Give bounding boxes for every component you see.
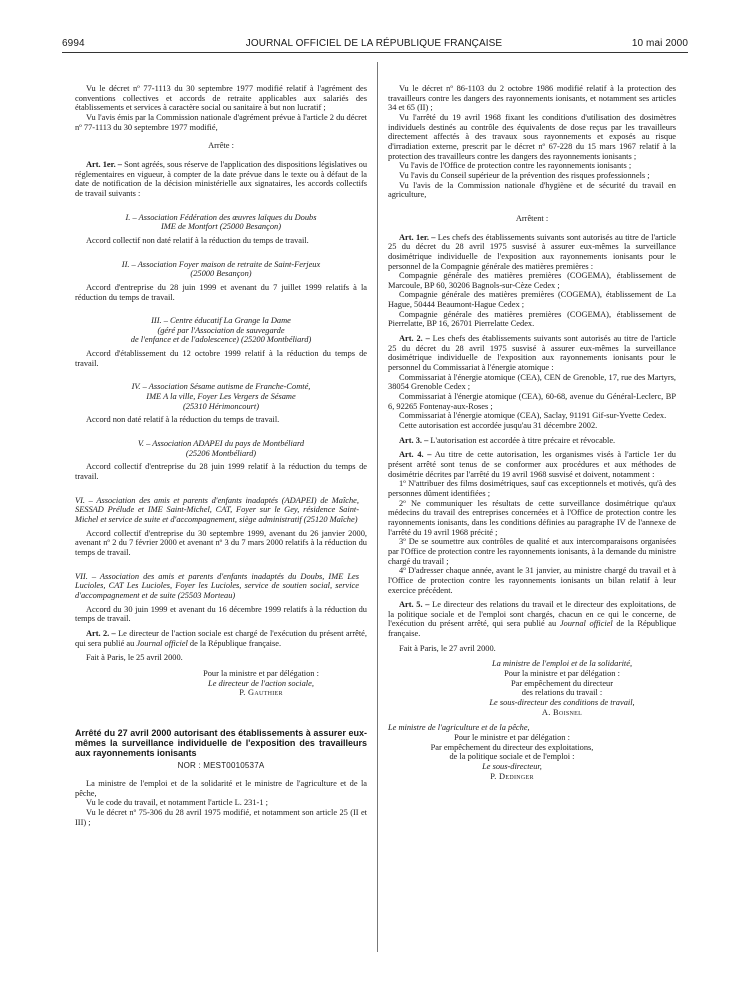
article-4: Art. 4. – Au titre de cette autorisation, les organismes visés à l'article 1er du présent arrêté sont tenus de se conformer aux procédures et aux méthodes de dosimétrie décrites par l'arrêté du 19 avril 1968 susvisé et doivent, notamment : [388,450,676,479]
journal-title: JOURNAL OFFICIEL DE LA RÉPUBLIQUE FRANÇAISE [245,38,503,49]
visa: Vu le décret nº 77-1113 du 30 septembre 1977 modifié relatif à l'agrément des conventions collectives et accords de retraite applicables aux salariés des établissements et services à caractère social ou sanitaire à but non lucratif ; [75,84,367,113]
association-title: III. – Centre éducatif La Grange la Dame (géré par l'Association de sauvegarde de l'enfance et de l'adolescence) (25200 Montbéliard) [130,316,312,345]
visa: Vu l'avis de la Commission nationale d'hygiène et de sécurité du travail en agriculture, [388,180,676,200]
fait-a-paris: Fait à Paris, le 25 avril 2000. [86,653,183,663]
list-item: Commissariat à l'énergie atomique (CEA), CEN de Grenoble, 17, rue des Martyrs, 38054 Grenoble Cedex ; [388,372,676,392]
accord-text: Accord collectif non daté relatif à la réduction du temps de travail. [86,235,309,245]
association-title: V. – Association ADAPEI du pays de Montbéliard (25206 Montbéliard) [137,439,305,458]
list-item: 3º De se soumettre aux contrôles de qualité et aux intercomparaisons organisées par l'Office de protection contre les rayonnements ionisants, à la demande du ministre chargé du travail ; [388,537,676,566]
visa: Vu le décret nº 86-1103 du 2 octobre 1986 modifié relatif à la protection des travailleurs contre les dangers des rayonnements ionisants, et notamment ses articles 34 et 65 (II) ; [388,84,676,113]
list-item: Compagnie générale des matières premières (COGEMA), établissement de Pierrelatte, BP 16, 26701 Pierrelatte Cedex. [388,309,676,329]
fait-a-paris: Fait à Paris, le 27 avril 2000. [399,643,496,653]
signatory-name: P. Dedinger [490,771,534,781]
obligations-list [388,479,676,595]
list-item: Commissariat à l'énergie atomique (CEA), Saclay, 91191 Gif-sur-Yvette Cedex. [399,411,667,421]
visa: La ministre de l'emploi et de la solidarité et le ministre de l'agriculture et de la pêche, [75,779,367,798]
list-item: 4º D'adresser chaque année, avant le 31 janvier, au ministre chargé du travail et à l'Office de protection contre les rayonnements ionisants un bilan relatif à leur exercice précédent. [388,566,676,595]
signatory-name: P. Gauthier [239,688,283,698]
signature-block: Le ministre de l'agriculture et de la pêche, Pour le ministre et par délégation : Par empêchement du directeur des exploitations, de la politique sociale et de l'emploi : Le sous-directeur, P. Dedinger [388,723,676,781]
visa: Vu l'arrêté du 19 avril 1968 fixant les conditions d'utilisation des dosimètres individuels destinés au contrôle des équivalents de dose reçus par les travailleurs directement affectés à des travaux sous rayonnements et exposés au risque d'irradiation externe, prescrit par le décret nº 67-228 du 15 mars 1967 relatif à la protection des travailleurs contre les dangers des rayonnements ionisants ; [388,112,676,161]
article-1: Art. 1er. – Les chefs des établissements suivants sont autorisés au titre de l'article 25 du décret du 28 avril 1975 susvisé à assurer eux-mêmes la surveillance dosimétrique individuelle de l'exposition aux rayonnements ionisants pour le personnel de la Compagnie générale des matières premières : [388,232,677,271]
list-item: 2º Ne communiquer les résultats de cette surveillance dosimétrique qu'aux médecins du travail des entreprises concernées et à l'Office de protection contre les rayonnements ionisants, dans les conditions définies au paragraphe IV de l'annexe de l'arrêté du 19 avril 1968 précité ; [388,498,676,537]
validity-text: Cette autorisation est accordée jusqu'au 31 décembre 2002. [399,421,598,430]
article-5: Art. 5. – Le directeur des relations du travail et le directeur des exploitations, de la politique sociale et de l'emploi sont chargés, chacun en ce qui le concerne, de l'exécution du présent arrêté, qui sera publié au Journal officiel de la République française. [388,600,677,639]
accord-text: Accord collectif d'entreprise du 28 juin 1999 relatif à la réduction du temps de travail. [75,462,367,482]
association-title: VI. – Association des amis et parents d'enfants inadaptés (ADAPEI) de Maîche, SESSAD Prélude et IME Saint-Michel, CAT, Foyer sur le Gey, résidence Saint-Michel et service de suite et d'accompagnement, siège administratif (25120 Maîche) [75,495,359,524]
signatory-name: A. Boisnel [541,707,583,717]
column-divider [377,62,378,952]
establishment-list [388,373,676,421]
visa: Vu l'avis du Conseil supérieur de la prévention des risques professionnels ; [399,170,650,180]
visa: Vu le décret nº 75-306 du 28 avril 1975 modifié, et notamment son article 25 (II et III) ; [75,808,367,827]
signature-block: La ministre de l'emploi et de la solidarité, Pour la ministre et par délégation : Par empêchement du directeur des relations du travail : Le sous-directeur des conditions de travail, A. Boisnel [388,659,676,717]
article-label: Art. 1er. – [86,159,122,169]
association-title: VII. – Association des amis et parents d'enfants inadaptés du Doubs, IME Les Lucioles, CAT Les Lucioles, Foyer les Lucioles, service de soutien social, service d'accompagnement et de suite (25503 Morteau) [75,571,359,600]
article-2: Art. 2. – Les chefs des établissements suivants sont autorisés au titre de l'article 25 du décret du 28 avril 1975 susvisé à assurer eux-mêmes la surveillance dosimétrique individuelle de l'exposition aux rayonnements ionisants pour le personnel du Commissariat à l'énergie atomique : [388,334,677,373]
arrete-title: Arrêté du 27 avril 2000 autorisant des établissements à assurer eux-mêmes la surveillance individuelle de l'exposition des travailleurs aux rayonnements ionisants [75,727,367,759]
arrete-heading: Arrête : [208,141,234,151]
accord-text: Accord d'établissement du 12 octobre 1999 relatif à la réduction du temps de travail. [75,349,367,368]
list-item: 1º N'attribuer des films dosimétriques, sauf cas exceptionnels et motivés, qu'à des personnes dûment identifiées ; [388,479,676,498]
association-title: II. – Association Foyer maison de retraite de Saint-Ferjeux (25000 Besançon) [121,259,321,279]
accord-text: Accord d'entreprise du 28 juin 1999 et avenant du 7 juillet 1999 relatifs à la réduction du temps de travail. [75,282,367,302]
visa: Vu l'avis de l'Office de protection contre les rayonnements ionisants ; [399,161,632,171]
nor-reference: NOR : MEST0010537A [177,761,265,771]
list-item: Compagnie générale des matières premières (COGEMA), établissement de Marcoule, BP 60, 30206 Bagnols-sur-Cèze Cedex ; [388,271,676,290]
establishment-list [388,271,676,329]
accord-text: Accord du 30 juin 1999 et avenant du 16 décembre 1999 relatifs à la réduction du temps de travail. [75,604,367,624]
list-item: Compagnie générale des matières premières (COGEMA), établissement de La Hague, 50444 Beaumont-Hague Cedex ; [388,290,676,310]
visa: Vu l'avis émis par la Commission nationale d'agrément prévue à l'article 2 du décret nº 77-1113 du 30 septembre 1977 modifié, [75,112,368,132]
association-title: IV. – Association Sésame autisme de Franche-Comté, IME A la ville, Foyer Les Vergers de Sésame (25310 Hérimoncourt) [131,382,311,411]
header-rule [62,52,688,53]
right-column [388,84,676,781]
arretent-heading: Arrêtent : [515,213,549,223]
signature-block: Pour la ministre et par délégation : Le directeur de l'action sociale, P. Gauthier [75,669,367,698]
list-item: Commissariat à l'énergie atomique (CEA), 60-68, avenue du Général-Leclerc, BP 6, 92265 Fontenay-aux-Roses ; [388,392,676,411]
article-2: Art. 2. – Le directeur de l'action sociale est chargé de l'exécution du présent arrêté, qui sera publié au Journal officiel de la République française. [75,628,367,648]
issue-date: 10 mai 2000 [631,38,688,49]
left-column [75,84,367,827]
page-number: 6994 [62,38,85,49]
accord-text: Accord non daté relatif à la réduction du temps de travail. [86,415,280,425]
accord-text: Accord collectif d'entreprise du 30 septembre 1999, avenant du 26 janvier 2000, avenant nº 2 du 7 février 2000 et avenant nº 3 du 7 mars 2000 relatifs à la réduction du temps de travail. [75,528,367,557]
article-3: Art. 3. – L'autorisation est accordée à titre précaire et révocable. [399,435,616,445]
association-title: I. – Association Fédération des œuvres laïques du Doubs IME de Montfort (25000 Besançon) [125,212,317,232]
visa: Vu le code du travail, et notamment l'article L. 231-1 ; [86,798,268,808]
article-1: Art. 1er. – Sont agréés, sous réserve de l'application des dispositions législatives ou réglementaires en vigueur, à compter de la date prévue dans le texte ou à défaut de la date de notification de la décision ministérielle aux signataires, les accords collectifs de travail suivants : [75,159,368,198]
